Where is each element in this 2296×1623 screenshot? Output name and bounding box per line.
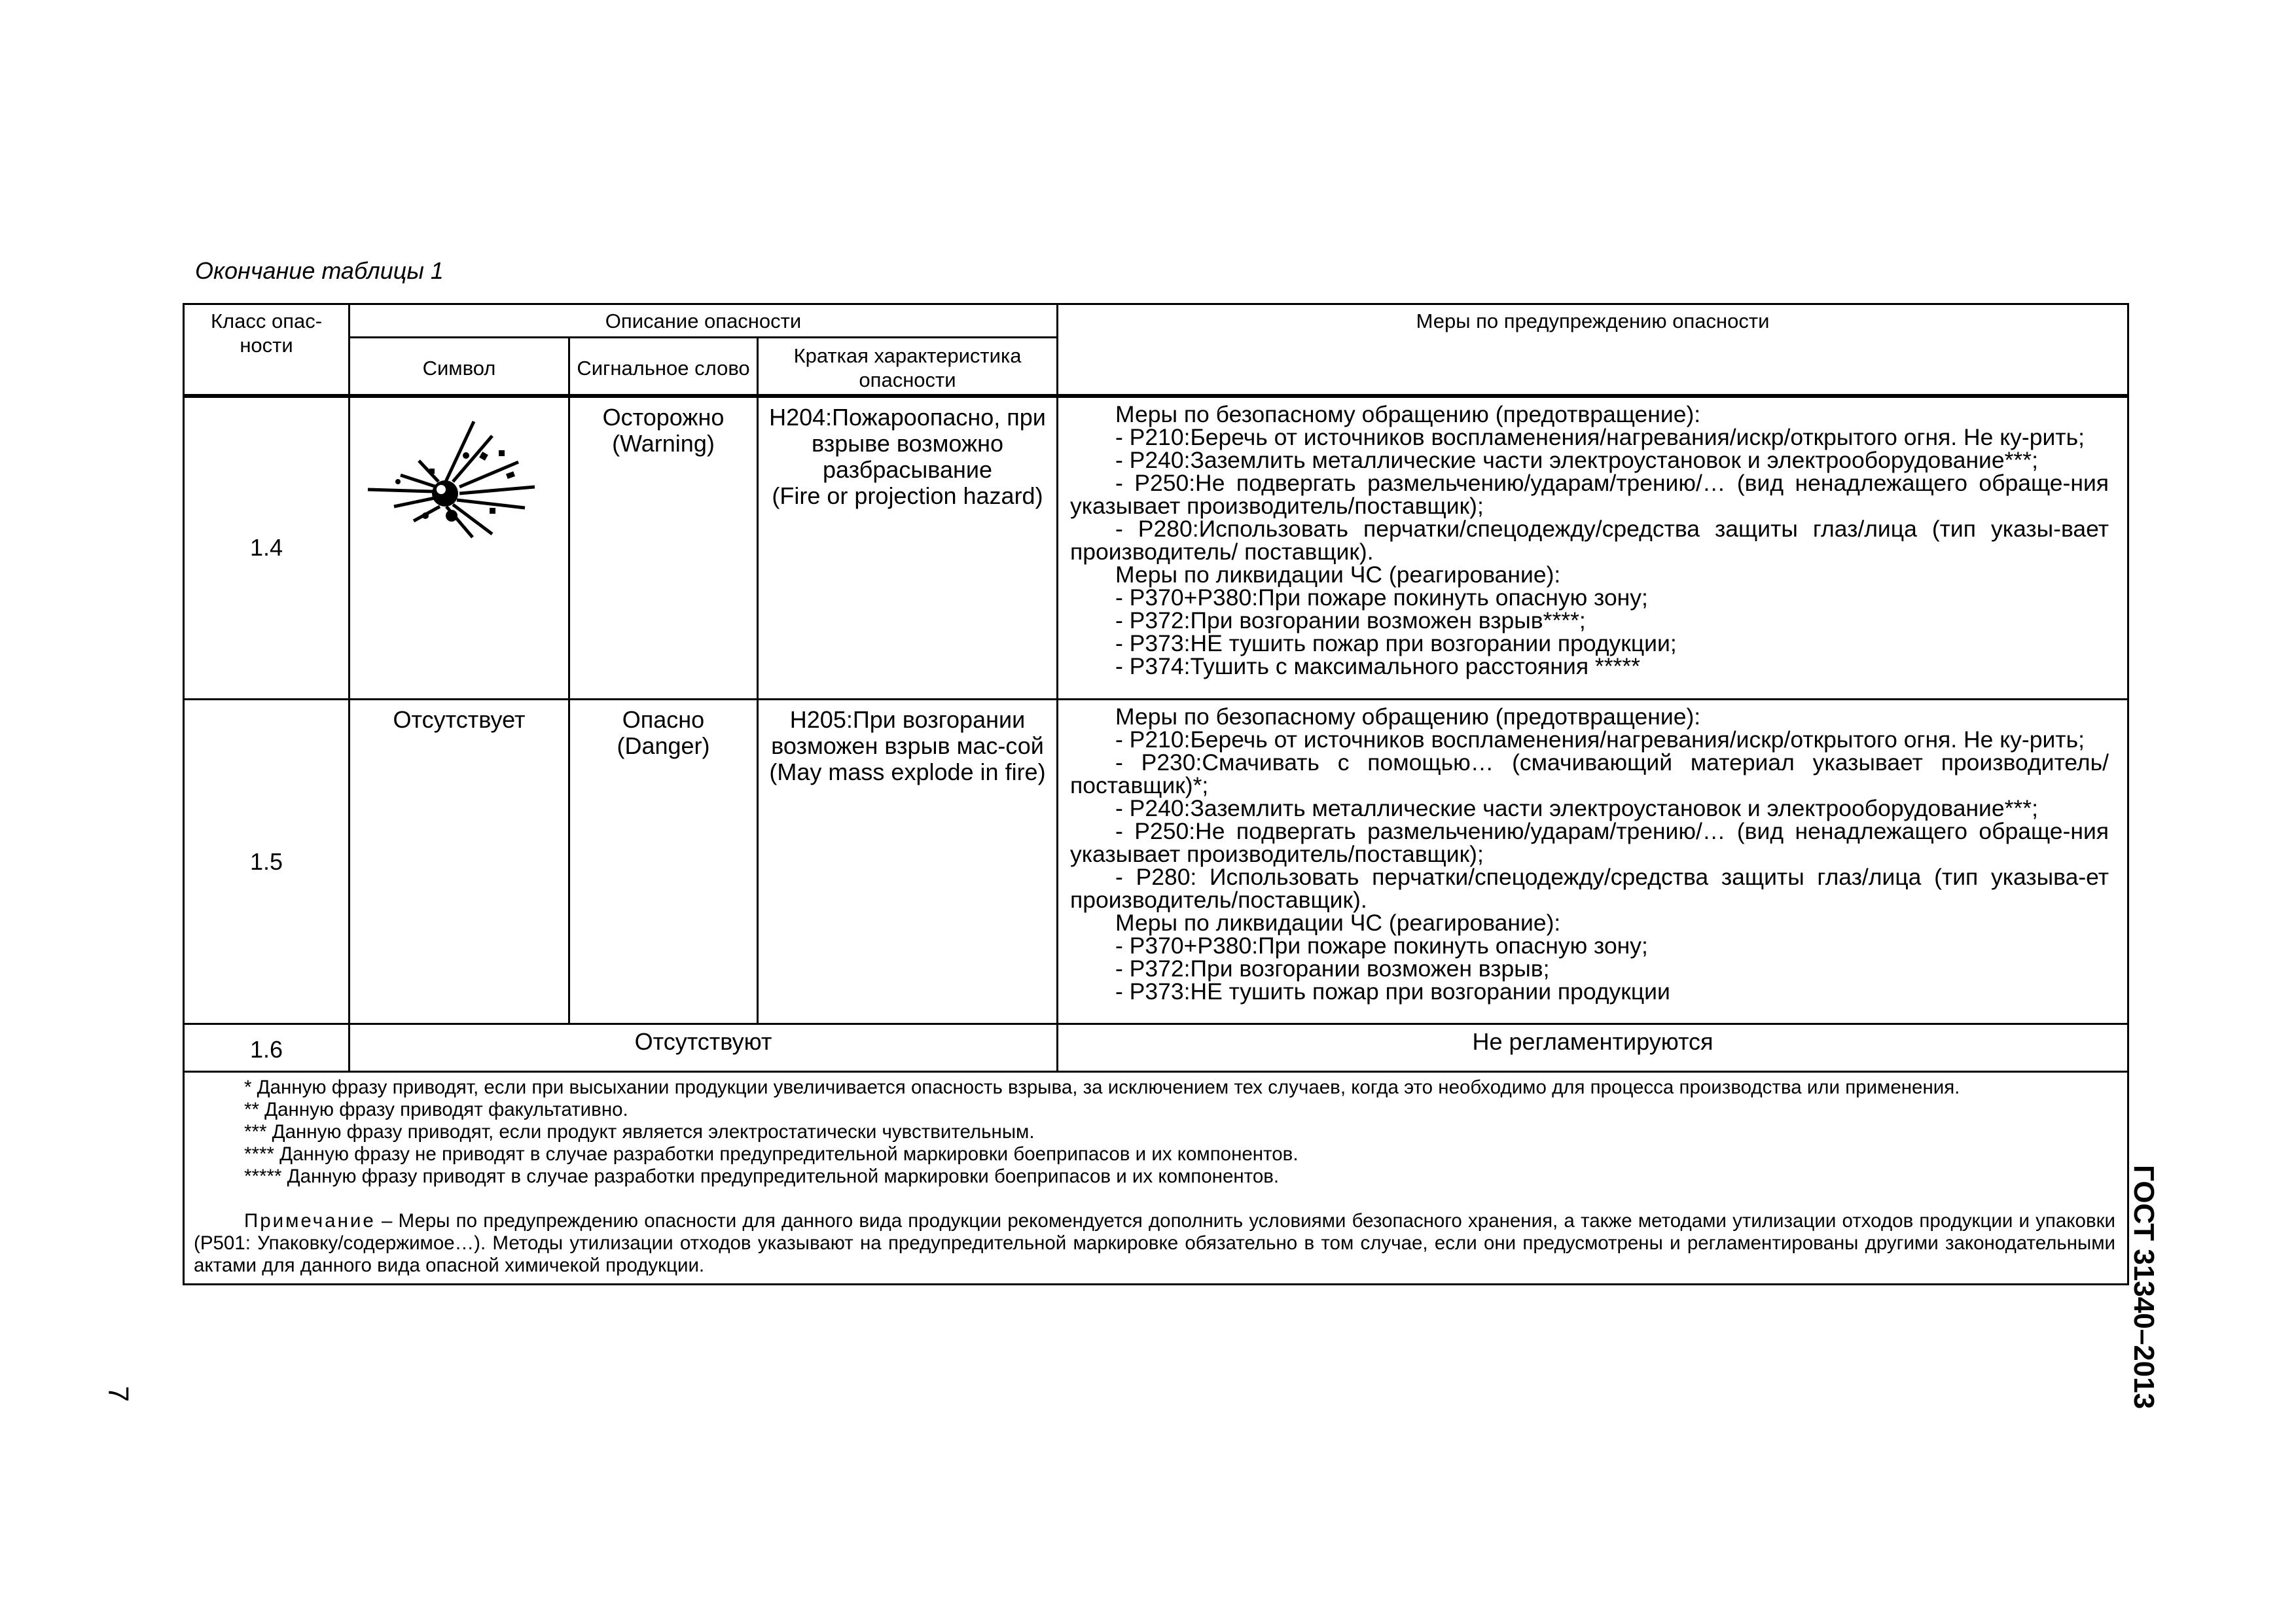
hazard-text-ru: H204:Пожароопасно, при взрыве возможно разбрасывание	[769, 403, 1046, 483]
hazard-cell	[758, 396, 1058, 700]
measures-cell	[1058, 700, 2128, 1024]
measure-line: - P240:Заземлить металлические части электроустановок и электрооборудование***;	[1115, 795, 2038, 821]
signal-word-cell	[569, 700, 758, 1024]
symbol-cell	[350, 396, 569, 700]
class-cell: 1.6	[184, 1024, 350, 1072]
footnote: **** Данную фразу не приводят в случае разработки предупредительной маркировки боеприпасов и их компонентов.	[244, 1143, 1299, 1165]
signal-word-ru: Опасно	[622, 706, 705, 733]
class-cell: 1.4	[184, 396, 350, 700]
footnote: *** Данную фразу приводят, если продукт является электростатически чувствительным.	[244, 1121, 1035, 1143]
measure-line: - P373:НЕ тушить пожар при возгорании продукции;	[1115, 630, 1677, 656]
measure-line: - P372:При возгорании возможен взрыв****;	[1115, 607, 1586, 633]
footnote: * Данную фразу приводят, если при высыхании продукции увеличивается опасность взрыва, за исключением тех случаев, когда это необходимо для процесса производства или применения.	[244, 1077, 1960, 1098]
hazard-text-en: (Fire or projection hazard)	[772, 482, 1043, 509]
page-number: 7	[102, 1385, 135, 1402]
measure-line: Меры по безопасному обращению (предотвращение):	[1115, 401, 1701, 427]
table-caption: Окончание таблицы 1	[195, 257, 444, 284]
measure-line: - P240:Заземлить металлические части электроустановок и электрооборудование***;	[1115, 446, 2038, 473]
measure-line: Меры по безопасному обращению (предотвращение):	[1115, 704, 1701, 730]
measure-line: - P372:При возгорании возможен взрыв;	[1115, 955, 1550, 982]
header-signal-word: Сигнальное слово	[569, 338, 758, 396]
note	[194, 1210, 2115, 1277]
measure-line: - P230:Смачивать с помощью… (смачивающий материал указывает производитель/ поставщик)*;	[1070, 749, 2109, 798]
signal-word-en: (Warning)	[612, 429, 715, 457]
table-row	[184, 1024, 2128, 1072]
header-measures: Меры по предупреждению опасности	[1058, 304, 2128, 396]
measure-line: Меры по ликвидации ЧС (реагирование):	[1115, 910, 1561, 936]
hazard-text-en: (May mass explode in fire)	[769, 758, 1046, 785]
measures-cell	[1058, 396, 2128, 700]
measure-line: - P210:Беречь от источников воспламенения/нагревания/искр/открытого огня. Не ку-рить;	[1115, 726, 2085, 753]
measure-line: - P373:НЕ тушить пожар при возгорании продукции	[1115, 978, 1670, 1005]
measure-line: - P280: Использовать перчатки/спецодежду/средства защиты глаз/лица (тип указыва-ет производитель/поставщик).	[1070, 864, 2109, 913]
signal-word-en: (Danger)	[617, 732, 710, 759]
signal-word-cell	[569, 396, 758, 700]
header-short-desc: Краткая характеристика опасности	[758, 338, 1058, 396]
class-cell: 1.5	[184, 700, 350, 1024]
description-cell: Отсутствуют	[350, 1024, 1058, 1072]
signal-word-ru: Осторожно	[602, 403, 725, 431]
exploding-bomb-icon	[361, 410, 558, 541]
header-symbol: Символ	[350, 338, 569, 396]
table-row	[184, 700, 2128, 1024]
measure-line: - P210:Беречь от источников воспламенения/нагревания/искр/открытого огня. Не ку-рить;	[1115, 423, 2085, 450]
table-row	[184, 396, 2128, 700]
note-text: – Меры по предупреждению опасности для данного вида продукции рекомендуется дополнить условиями безопасного хранения, а также методами утилизации отходов продукции и упаковки (P501: Упаковку/содержимое…). Методы утилизации отходов указывают на предупредительной маркировке обязательно в том случае, если они предусмотрены и регламентированы другими законодательными актами для данного вида опасной химичекой продукции.	[194, 1210, 2115, 1276]
measure-line: - P370+P380:При пожаре покинуть опасную зону;	[1115, 584, 1648, 611]
measure-line: - P250:Не подвергать размельчению/ударам/трению/… (вид ненадлежащего обраще-ния указывает производитель/поставщик);	[1070, 469, 2109, 519]
header-description: Описание опасности	[350, 304, 1058, 338]
hazard-table	[183, 303, 2129, 1285]
footnote: ***** Данную фразу приводят в случае разработки предупредительной маркировки боеприпасов и их компонентов.	[244, 1166, 1280, 1187]
note-label: Примечание	[244, 1210, 376, 1232]
footnotes-row	[184, 1072, 2128, 1285]
footnotes-cell	[184, 1072, 2128, 1285]
measure-line: - P374:Тушить с максимального расстояния *****	[1115, 652, 1640, 679]
hazard-text-ru: H205:При возгорании возможен взрыв мас-сой	[771, 706, 1044, 759]
measures-cell: Не регламентируются	[1058, 1024, 2128, 1072]
header-class: Класс опас-ности	[184, 304, 350, 396]
measure-line: Меры по ликвидации ЧС (реагирование):	[1115, 561, 1561, 588]
measure-line: - P370+P380:При пожаре покинуть опасную зону;	[1115, 933, 1648, 959]
symbol-cell: Отсутствует	[350, 700, 569, 1024]
hazard-cell	[758, 700, 1058, 1024]
standard-id: ГОСТ 31340–2013	[2128, 1165, 2160, 1410]
measure-line: - P250:Не подвергать размельчению/ударам/трению/… (вид ненадлежащего обраще-ния указывает производитель/поставщик);	[1070, 818, 2109, 867]
footnote: ** Данную фразу приводят факультативно.	[244, 1099, 628, 1120]
measure-line: - P280:Использовать перчатки/спецодежду/средства защиты глаз/лица (тип указы-вает производитель/ поставщик).	[1070, 515, 2109, 565]
